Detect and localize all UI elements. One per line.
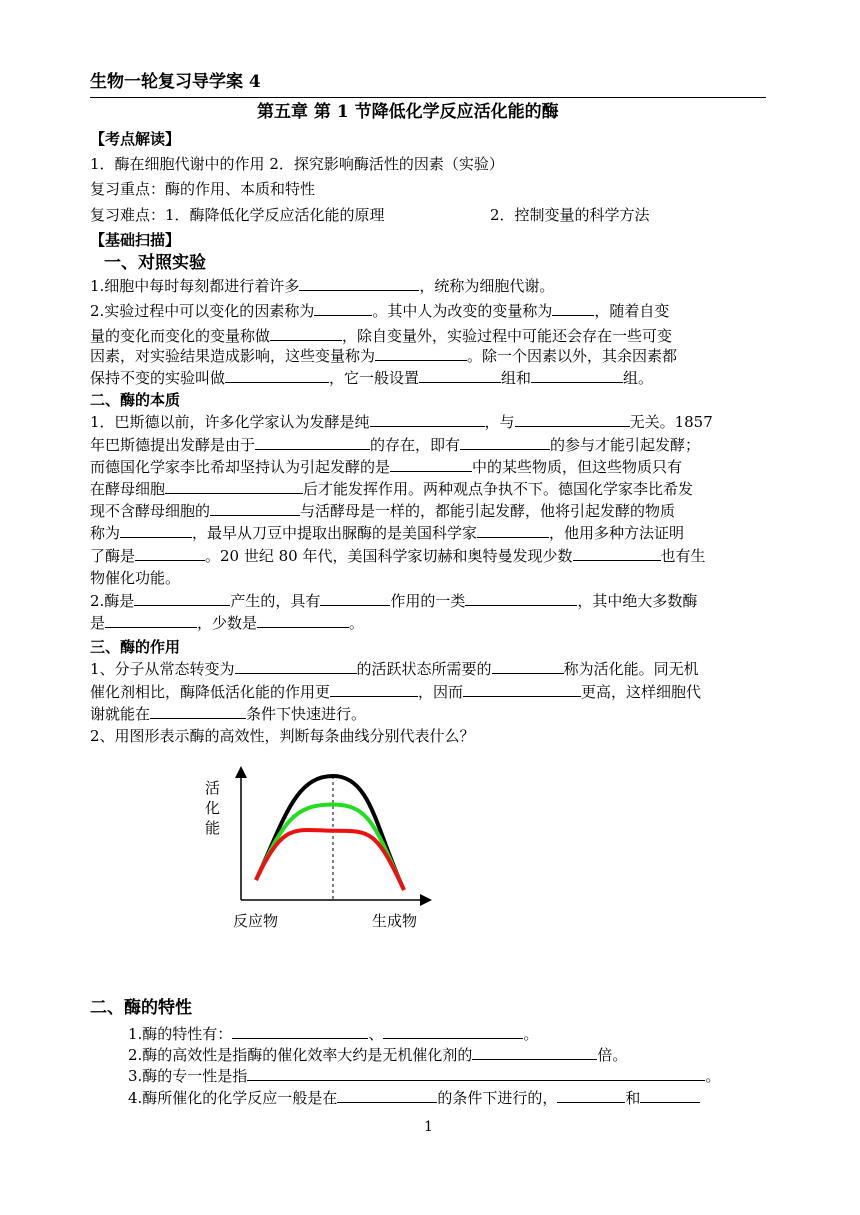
- text: 中的某些物质，但这些物质只有: [472, 458, 683, 476]
- text: 的条件下进行的，: [437, 1089, 558, 1107]
- jichu-heading: 【基础扫描】: [90, 231, 181, 249]
- answer-blank[interactable]: [105, 612, 197, 628]
- s4-line3: [128, 1065, 720, 1087]
- text: 在酵母细胞: [90, 480, 166, 498]
- text: ，少数是: [197, 614, 258, 632]
- doc-title: 生物一轮复习导学案 4: [90, 72, 261, 92]
- text: ，最早从刀豆中提取出脲酶的是美国科学家: [192, 524, 478, 542]
- page-number: 1: [424, 1119, 433, 1135]
- answer-blank[interactable]: [460, 434, 550, 450]
- answer-blank[interactable]: [235, 658, 357, 674]
- chart-x-label-reactant: 反应物: [233, 912, 279, 930]
- text: 后才能发挥作用。两种观点争执不下。德国化学家李比希发: [303, 480, 694, 498]
- text: 。除一个因素以外，其余因素都: [467, 347, 678, 365]
- chart-y-label: 活化能: [205, 779, 221, 837]
- text: 催化剂相比，酶降低活化能的作用更: [90, 683, 331, 701]
- section1-heading: 一、对照实验: [104, 253, 206, 273]
- chapter-title: 第五章 第 1 节降低化学反应活化能的酶: [257, 102, 559, 122]
- text: 。: [523, 1025, 539, 1043]
- text: 了酶是: [90, 547, 136, 565]
- text: 倍。: [597, 1046, 628, 1064]
- text: ，其中绝大多数酶: [577, 592, 698, 610]
- s2-line6: [90, 522, 684, 544]
- answer-blank[interactable]: [270, 325, 342, 341]
- text: 的参与才能引起发酵；: [550, 436, 701, 454]
- text: 1、分子从常态转变为: [90, 660, 235, 678]
- s2-line10: [90, 612, 364, 634]
- answer-blank[interactable]: [225, 367, 329, 383]
- text: 的活跃状态所需要的: [356, 660, 492, 678]
- text: ，它一般设置: [329, 369, 420, 387]
- text: 1.酶的特性有：: [128, 1025, 233, 1043]
- s2-line8: 物催化功能。: [90, 569, 181, 587]
- text: 而德国化学家李比希却坚持认为引起发酵的是: [90, 458, 391, 476]
- s3-line4: 2、用图形表示酶的高效性，判断每条曲线分别代表什么？: [90, 727, 475, 745]
- text: 1．巴斯德以前，许多化学家认为发酵是纯: [90, 413, 370, 431]
- answer-blank[interactable]: [390, 456, 472, 472]
- answer-blank[interactable]: [247, 1065, 705, 1081]
- s3-line1: [90, 658, 699, 680]
- answer-blank[interactable]: [135, 545, 205, 561]
- kaodian-line1: 1．酶在细胞代谢中的作用 2．探究影响酶活性的因素（实验）: [90, 155, 504, 173]
- text: 。其中人为改变的变量称为: [372, 302, 553, 320]
- text: 称为: [90, 524, 121, 542]
- text: 也有生: [660, 547, 706, 565]
- s2-line7: [90, 545, 706, 567]
- text: 保持不变的实验叫做: [90, 369, 226, 387]
- answer-blank[interactable]: [552, 300, 594, 316]
- s4-line1: [128, 1023, 538, 1045]
- answer-blank[interactable]: [320, 590, 390, 606]
- s3-line3: [90, 703, 366, 725]
- answer-blank[interactable]: [573, 545, 661, 561]
- answer-blank[interactable]: [465, 590, 577, 606]
- text: 。20 世纪 80 年代，美国科学家切赫和奥特曼发现少数: [205, 547, 573, 565]
- s2-line9: [90, 590, 697, 612]
- text: 、: [368, 1025, 384, 1043]
- s2-line2: [90, 434, 700, 456]
- text: 因素，对实验结果造成影响，这些变量称为: [90, 347, 376, 365]
- s2-line3: [90, 456, 682, 478]
- section2-heading: 二、酶的本质: [90, 391, 181, 409]
- text: 。: [705, 1067, 721, 1085]
- text: 和: [625, 1089, 641, 1107]
- answer-blank[interactable]: [255, 434, 370, 450]
- answer-blank[interactable]: [531, 367, 623, 383]
- s4-line4: [128, 1087, 700, 1109]
- text: 2.实验过程中可以变化的因素称为: [90, 302, 315, 320]
- kaodian-line2: 复习重点：酶的作用、本质和特性: [90, 180, 316, 198]
- text: 是: [90, 614, 106, 632]
- answer-blank[interactable]: [210, 500, 300, 516]
- answer-blank[interactable]: [515, 411, 630, 427]
- answer-blank[interactable]: [463, 681, 581, 697]
- answer-blank[interactable]: [557, 1087, 625, 1103]
- text: ，他用多种方法证明: [549, 524, 685, 542]
- answer-blank[interactable]: [492, 658, 564, 674]
- answer-blank[interactable]: [299, 275, 419, 291]
- text: 现不含酵母细胞的: [90, 502, 211, 520]
- text: ，除自变量外，实验过程中可能还会存在一些可变: [342, 327, 673, 345]
- answer-blank[interactable]: [370, 411, 485, 427]
- text: 1.细胞中每时每刻都进行着许多: [90, 277, 300, 295]
- s1-line5: [90, 367, 653, 389]
- answer-blank[interactable]: [232, 1023, 368, 1039]
- answer-blank[interactable]: [472, 1044, 597, 1060]
- text: 2.酶是: [90, 592, 135, 610]
- text: 组和: [501, 369, 532, 387]
- answer-blank[interactable]: [165, 478, 303, 494]
- text: ，因而: [418, 683, 464, 701]
- section3-heading: 三、酶的作用: [90, 638, 181, 656]
- text: 2.酶的高效性是指酶的催化效率大约是无机催化剂的: [128, 1046, 473, 1064]
- text: 与活酵母是一样的，都能引起发酵，他将引起发酵的物质: [300, 502, 676, 520]
- header-rule: [90, 97, 766, 98]
- text: ，随着自变: [594, 302, 670, 320]
- text: 更高，这样细胞代: [581, 683, 702, 701]
- answer-blank[interactable]: [330, 681, 418, 697]
- answer-blank[interactable]: [375, 345, 467, 361]
- text: 组。: [623, 369, 654, 387]
- text: 年巴斯德提出发酵是由于: [90, 436, 256, 454]
- s1-line2: [90, 300, 669, 322]
- text: 产生的，具有: [230, 592, 321, 610]
- text: 条件下快速进行。: [246, 705, 367, 723]
- answer-blank[interactable]: [134, 590, 230, 606]
- text: 作用的一类: [390, 592, 466, 610]
- answer-blank[interactable]: [383, 1023, 523, 1039]
- answer-blank[interactable]: [477, 522, 549, 538]
- text: 3.酶的专一性是指: [128, 1067, 248, 1085]
- s4-line2: [128, 1044, 627, 1066]
- text: 谢就能在: [90, 705, 151, 723]
- answer-blank[interactable]: [640, 1087, 700, 1103]
- answer-blank[interactable]: [314, 300, 372, 316]
- text: 量的变化而变化的变量称做: [90, 327, 271, 345]
- answer-blank[interactable]: [419, 367, 501, 383]
- section4-heading: 二、酶的特性: [90, 998, 192, 1018]
- answer-blank[interactable]: [150, 703, 246, 719]
- answer-blank[interactable]: [120, 522, 192, 538]
- s1-line3: [90, 325, 672, 347]
- s1-line4: [90, 345, 677, 367]
- kaodian-line3b: 2．控制变量的科学方法: [490, 206, 650, 224]
- text: 无关。1857: [629, 413, 713, 431]
- s2-line5: [90, 500, 675, 522]
- curves-group: [256, 776, 404, 890]
- text: 4.酶所催化的化学反应一般是在: [128, 1089, 338, 1107]
- kaodian-heading: 【考点解读】: [90, 130, 181, 148]
- s2-line1: [90, 411, 713, 433]
- s2-line4: [90, 478, 693, 500]
- s1-line1: [90, 275, 554, 297]
- answer-blank[interactable]: [337, 1087, 437, 1103]
- text: 。: [349, 614, 365, 632]
- s3-line2: [90, 681, 701, 703]
- text: 称为活化能。同无机: [563, 660, 699, 678]
- kaodian-line3a: 复习难点：1．酶降低化学反应活化能的原理: [90, 206, 385, 224]
- chart-x-label-product: 生成物: [372, 912, 418, 930]
- text: 的存在，即有: [370, 436, 461, 454]
- text: ，与: [484, 413, 515, 431]
- answer-blank[interactable]: [257, 612, 349, 628]
- text: ，统称为细胞代谢。: [419, 277, 555, 295]
